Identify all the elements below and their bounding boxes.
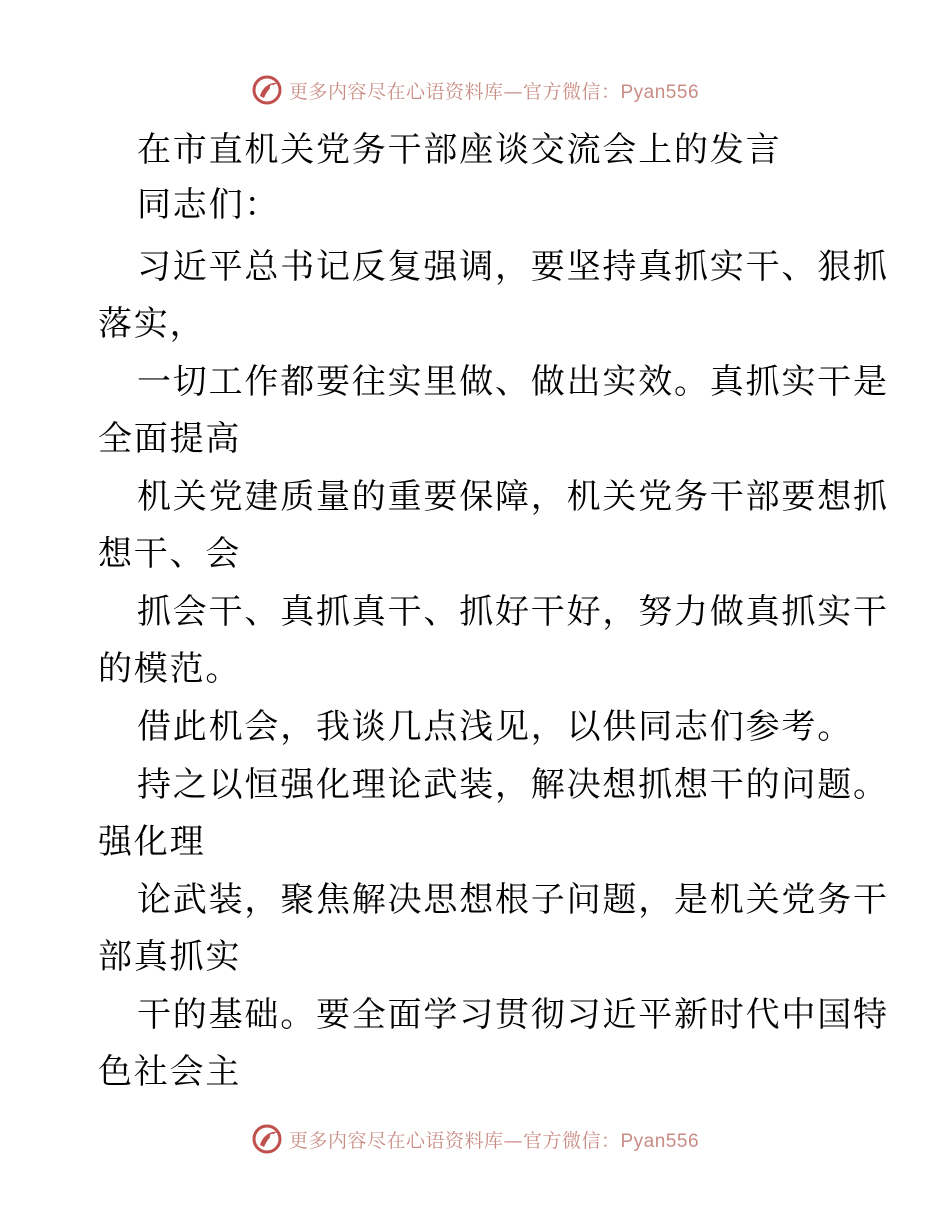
- paragraph-line: 干的基础。要全面学习贯彻习近平新时代中国特: [137, 995, 889, 1035]
- salutation: 同志们：: [137, 185, 281, 225]
- watermark-wechat-label: 官方微信：: [522, 80, 621, 103]
- paragraph-line: 的模范。: [98, 649, 242, 689]
- watermark-separator: —: [503, 1129, 523, 1152]
- footer-watermark: [0, 1119, 950, 1159]
- stylized-crescent-logo-icon: [251, 74, 283, 106]
- paragraph-line: 机关党建质量的重要保障，机关党务干部要想抓: [137, 477, 889, 517]
- watermark-separator: —: [503, 80, 523, 103]
- watermark-wechat-id: Pyan556: [620, 1130, 700, 1152]
- paragraph-line: 想干、会: [98, 534, 242, 574]
- paragraph-line: 强化理: [98, 822, 206, 862]
- paragraph-line: 落实，: [98, 304, 206, 344]
- paragraph-line: 借此机会，我谈几点浅见，以供同志们参考。: [137, 707, 853, 747]
- watermark-text: [289, 1126, 699, 1153]
- watermark-text: [289, 77, 699, 104]
- watermark-site-text: 更多内容尽在心语资料库: [288, 80, 504, 103]
- paragraph-line: 色社会主: [98, 1052, 242, 1092]
- paragraph-line: 一切工作都要往实里做、做出实效。真抓实干是: [137, 362, 889, 402]
- stylized-crescent-logo-icon: [251, 1123, 283, 1155]
- paragraph-line: 习近平总书记反复强调，要坚持真抓实干、狠抓: [137, 247, 889, 287]
- paragraph-line: 论武装，聚焦解决思想根子问题，是机关党务干: [137, 880, 889, 920]
- paragraph-line: 持之以恒强化理论武装，解决想抓想干的问题。: [137, 765, 889, 805]
- watermark-site-text: 更多内容尽在心语资料库: [288, 1129, 504, 1152]
- paragraph-line: 部真抓实: [98, 937, 242, 977]
- watermark-wechat-id: Pyan556: [620, 81, 700, 103]
- watermark-wechat-label: 官方微信：: [522, 1129, 621, 1152]
- document-title: 在市直机关党务干部座谈交流会上的发言: [137, 130, 782, 170]
- paragraph-line: 抓会干、真抓真干、抓好干好，努力做真抓实干: [137, 592, 889, 632]
- header-watermark: [0, 70, 950, 110]
- paragraph-line: 全面提高: [98, 419, 242, 459]
